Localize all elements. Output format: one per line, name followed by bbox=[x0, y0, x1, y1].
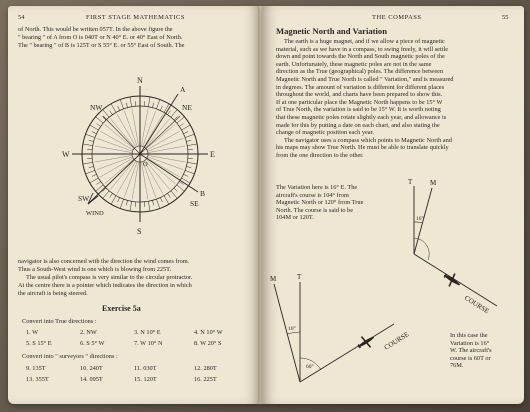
magnetic-north-line-2 bbox=[274, 284, 300, 382]
note-line: aircraft's course is 104° from bbox=[276, 191, 349, 199]
body-line: down and point towards the North and South magnetic poles of the bbox=[276, 53, 445, 61]
compass-tick bbox=[120, 199, 123, 208]
compass-tick bbox=[110, 111, 113, 115]
compass-tick bbox=[96, 117, 104, 123]
compass-spoke bbox=[117, 161, 136, 194]
compass-tick bbox=[148, 201, 150, 211]
compass-tick bbox=[85, 134, 94, 137]
compass-tick bbox=[184, 132, 189, 134]
left-intro-line-3: The " bearing " of B is 125T or S 55° E. or 55° East of South. The bbox=[18, 42, 185, 49]
label-angle-3: 60° bbox=[306, 364, 314, 370]
convert-surveyors-label: Convert into " surveyors " directions : bbox=[22, 353, 118, 360]
surveyor-item: 9. 135T bbox=[26, 365, 46, 372]
body-line: of True North, the variation is said to be 15° W. It is worth noting bbox=[276, 106, 441, 114]
compass-tick bbox=[174, 188, 178, 192]
compass-tick bbox=[160, 198, 162, 203]
body-line: change of magnetic position each year. bbox=[276, 129, 374, 137]
compass-tick bbox=[160, 106, 162, 111]
label-angle-1: 16° bbox=[416, 216, 424, 222]
compass-tick bbox=[130, 97, 132, 107]
true-item: 8. W 20° S bbox=[194, 340, 222, 347]
compass-spoke bbox=[110, 160, 134, 189]
compass-tick bbox=[97, 124, 101, 127]
label-e: E bbox=[210, 150, 215, 159]
compass-spoke bbox=[132, 162, 139, 199]
compass-tick bbox=[126, 200, 127, 205]
note-line: Variation is 16° bbox=[450, 339, 490, 347]
variation-arc-1 bbox=[414, 222, 423, 223]
label-wind: WIND bbox=[86, 210, 104, 217]
left-wind-line-3: The usual pilot's compass is very similar to the circular protractor. bbox=[26, 274, 193, 281]
compass-tick bbox=[156, 199, 159, 208]
surveyor-item: 13. 355T bbox=[26, 376, 49, 383]
surveyor-item: 10. 240T bbox=[80, 365, 103, 372]
body-line: If at one particular place the Magnetic North happens to be 15° W bbox=[276, 98, 443, 106]
left-wind-line-5: the aircraft is being steered. bbox=[18, 290, 88, 297]
compass-tick bbox=[90, 125, 99, 130]
left-intro-line-2: " bearing " of A from O is 040T or N 40° E. or 40° East of North. bbox=[18, 34, 183, 41]
note-line: In this case the bbox=[450, 332, 488, 339]
compass-tick bbox=[83, 144, 93, 146]
variation-arc-2 bbox=[287, 332, 300, 334]
left-intro-line-1: of North. This would be written 057T. In the above figure the bbox=[18, 26, 173, 33]
compass-tick bbox=[120, 99, 123, 108]
right-running-head: THE COMPASS bbox=[372, 14, 422, 21]
bearing-line-b bbox=[140, 154, 198, 192]
section-title: Magnetic North and Variation bbox=[276, 26, 388, 36]
compass-tick bbox=[89, 166, 94, 167]
label-n: N bbox=[137, 76, 143, 85]
label-t2: T bbox=[297, 273, 302, 281]
body-line: his maps may show True North. He must be able to translate quickly bbox=[276, 144, 449, 152]
compass-spoke bbox=[148, 157, 184, 170]
compass-spoke bbox=[148, 138, 184, 151]
compass-tick bbox=[168, 111, 171, 115]
label-m2: M bbox=[270, 275, 277, 283]
label-se: SE bbox=[190, 199, 199, 208]
true-item: 6. S 5° W bbox=[80, 340, 105, 347]
note-line: course is 60T or bbox=[450, 354, 491, 362]
compass-tick bbox=[103, 191, 109, 199]
compass-spoke bbox=[147, 158, 180, 177]
surveyor-item: 12. 280T bbox=[194, 365, 217, 372]
compass-tick bbox=[89, 140, 94, 141]
compass-tick bbox=[152, 103, 153, 108]
compass-tick bbox=[187, 162, 197, 164]
left-page-number: 54 bbox=[18, 14, 25, 21]
compass-tick bbox=[118, 198, 120, 203]
compass-tick bbox=[152, 200, 153, 205]
right-page-number: 55 bbox=[502, 14, 509, 21]
compass-tick bbox=[156, 99, 159, 108]
label-sw: SW bbox=[78, 194, 90, 203]
compass-tick bbox=[164, 104, 169, 113]
left-page bbox=[8, 6, 260, 404]
compass-tick bbox=[182, 125, 191, 130]
compass-tick bbox=[168, 193, 171, 197]
compass-spoke bbox=[95, 146, 132, 153]
compass-tick bbox=[103, 110, 109, 118]
surveyor-items-row-1 bbox=[26, 365, 250, 372]
compass-tick bbox=[179, 124, 183, 127]
note-line: 104M or 120T. bbox=[276, 214, 314, 222]
label-b: B bbox=[200, 189, 206, 198]
compass-spoke bbox=[105, 124, 134, 148]
compass-tick bbox=[177, 185, 185, 191]
course-line-2 bbox=[300, 324, 394, 382]
compass-tick bbox=[148, 97, 150, 107]
note-line: Magnetic North or 120° from True bbox=[276, 199, 364, 207]
bearing-line-a bbox=[140, 94, 178, 154]
compass-spoke bbox=[97, 157, 133, 170]
compass-tick bbox=[164, 196, 169, 205]
compass-spoke bbox=[124, 111, 137, 147]
body-line: The navigator uses a compass which points to Magnetic North and bbox=[284, 136, 452, 144]
compass-spoke bbox=[147, 131, 180, 150]
compass-tick bbox=[185, 170, 194, 173]
compass-tick bbox=[171, 110, 177, 118]
left-wind-line-2: Thus a South-West wind is one which is blowing from 225T. bbox=[18, 266, 172, 273]
compass-spoke bbox=[145, 119, 169, 148]
compass-spoke bbox=[132, 109, 139, 146]
true-items-row-2 bbox=[26, 340, 250, 347]
true-item: 4. N 10° W bbox=[194, 329, 223, 336]
aircraft-icon-2 bbox=[355, 331, 378, 352]
compass-tick bbox=[118, 106, 120, 111]
compass-tick bbox=[187, 144, 197, 146]
compass-spoke bbox=[95, 155, 132, 162]
label-course-2: COURSE bbox=[382, 330, 411, 352]
surveyor-items-row-2 bbox=[26, 376, 250, 383]
right-page bbox=[262, 6, 524, 404]
compass-spoke bbox=[110, 119, 134, 148]
compass-rose-diagram bbox=[58, 74, 238, 249]
compass-spoke bbox=[148, 146, 185, 153]
true-items-row-1 bbox=[26, 329, 250, 336]
body-line: earth. Unfortunately, these magnetic poles are not in the same bbox=[276, 60, 432, 68]
note-line: W. The aircraft's bbox=[450, 347, 492, 355]
compass-tick bbox=[174, 117, 178, 121]
body-line: made for this by putting a date on each chart, and also stating the bbox=[276, 121, 440, 129]
compass-spoke bbox=[100, 131, 133, 150]
left-wind-line-1: navigator is also concerned with the direction the wind comes from. bbox=[18, 258, 190, 265]
compass-tick bbox=[130, 201, 132, 211]
body-line: that these magnetic poles rotate slightly each year, and allowance is bbox=[276, 114, 447, 121]
compass-tick bbox=[126, 103, 127, 108]
course-arc-1 bbox=[414, 238, 429, 260]
course-line-1 bbox=[414, 254, 497, 306]
wind-line-sw bbox=[88, 154, 140, 204]
compass-spoke bbox=[145, 160, 169, 189]
true-item: 1. W bbox=[26, 329, 39, 336]
body-line: in degrees. The amount of variation is different for different places bbox=[276, 83, 445, 91]
convert-true-label: Convert into True directions : bbox=[22, 318, 97, 325]
note-line: North. The course is said to be bbox=[276, 206, 354, 214]
wind-arrow-head bbox=[88, 193, 98, 204]
body-line: Magnetic North and True North is called " Variation," and is measured bbox=[276, 76, 454, 83]
label-m1: M bbox=[430, 179, 437, 187]
exercise-title: Exercise 5a bbox=[102, 304, 141, 313]
label-o: O bbox=[143, 161, 148, 168]
true-item: 2. NW bbox=[80, 329, 97, 336]
label-a: A bbox=[180, 85, 186, 94]
label-w: W bbox=[62, 150, 70, 159]
label-angle-2: 16° bbox=[288, 326, 296, 332]
surveyor-item: 14. 095T bbox=[80, 376, 103, 383]
label-s: S bbox=[137, 227, 142, 236]
note-line: The Variation here is 16° E. The bbox=[276, 184, 358, 191]
left-wind-line-4: At the centre there is a pointer which indicates the direction in which bbox=[18, 282, 192, 289]
compass-spoke bbox=[100, 158, 133, 177]
body-line: material, such as we have in a compass, to swing freely, it will settle bbox=[276, 45, 449, 53]
label-nw: NW bbox=[90, 103, 103, 112]
label-t1: T bbox=[408, 178, 413, 186]
body-line: from the one direction to the other. bbox=[276, 152, 364, 159]
compass-spoke bbox=[117, 114, 136, 147]
nw-line bbox=[103, 116, 140, 154]
compass-tick bbox=[90, 178, 99, 183]
compass-tick bbox=[186, 166, 191, 167]
compass-tick bbox=[83, 162, 93, 164]
compass-tick bbox=[184, 174, 189, 176]
compass-tick bbox=[171, 191, 177, 199]
body-line: throughout the world, and charts have been prepared to show this. bbox=[276, 91, 443, 99]
surveyor-item: 16. 225T bbox=[194, 376, 217, 383]
true-item: 3. N 10° E bbox=[134, 329, 161, 336]
label-ne: NE bbox=[182, 103, 192, 112]
body-line: direction as the True (geographical) poles. The difference between bbox=[276, 68, 444, 76]
compass-tick bbox=[92, 174, 97, 176]
compass-tick bbox=[85, 170, 94, 173]
label-course-1: COURSE bbox=[462, 293, 491, 316]
body-line: The earth is a huge magnet, and if we allow a piece of magnetic bbox=[284, 38, 445, 45]
compass-tick bbox=[111, 196, 116, 205]
compass-tick bbox=[92, 132, 97, 134]
compass-tick bbox=[186, 140, 191, 141]
true-item: 5. S 15° E bbox=[26, 340, 52, 347]
compass-spoke bbox=[141, 109, 148, 146]
compass-tick bbox=[185, 134, 194, 137]
surveyor-item: 15. 120T bbox=[134, 376, 157, 383]
note-line: 76M. bbox=[450, 362, 464, 370]
compass-spoke bbox=[97, 138, 133, 151]
compass-tick bbox=[110, 193, 113, 197]
compass-spoke bbox=[105, 159, 134, 183]
compass-tick bbox=[111, 104, 116, 113]
compass-spoke bbox=[146, 159, 175, 183]
compass-spoke bbox=[144, 114, 163, 147]
surveyor-item: 11. 030T bbox=[134, 365, 157, 372]
compass-spoke bbox=[148, 155, 185, 162]
compass-tick bbox=[97, 182, 101, 185]
true-item: 7. W 10° N bbox=[134, 340, 163, 347]
left-running-head: FIRST STAGE MATHEMATICS bbox=[86, 14, 185, 21]
